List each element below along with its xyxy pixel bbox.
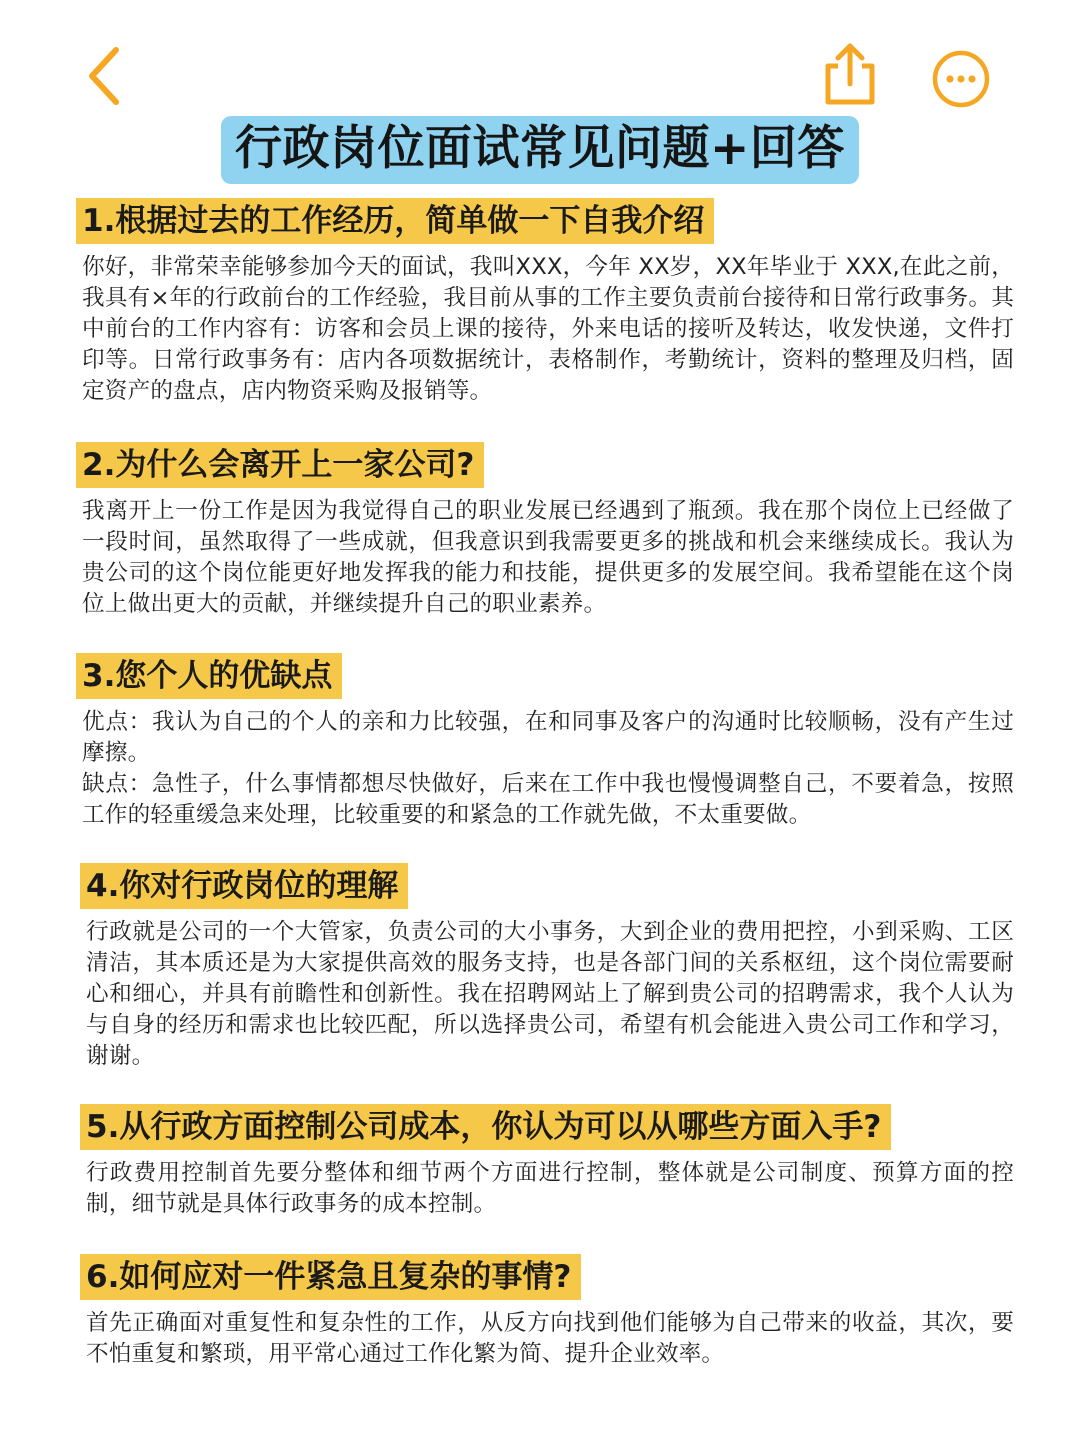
question-heading-1: 1.根据过去的工作经历，简单做一下自我介绍	[76, 198, 714, 244]
more-options-button[interactable]	[928, 46, 994, 112]
share-button[interactable]	[818, 38, 882, 110]
answer-text-5	[86, 1158, 1014, 1220]
answer-text-1	[82, 252, 1014, 407]
qa-section-5	[0, 1104, 1080, 1220]
answer-paragraph: 行政费用控制首先要分整体和细节两个方面进行控制，整体就是公司制度、预算方面的控制，细节就是具体行政事务的成本控制。	[86, 1160, 1014, 1217]
chevron-left-icon	[78, 40, 134, 112]
page-title: 行政岗位面试常见问题+回答	[221, 116, 859, 184]
answer-paragraph: 优点：我认为自己的个人的亲和力比较强，在和同事及客户的沟通时比较顺畅，没有产生过摩擦。	[82, 709, 1014, 766]
qa-section-2	[0, 442, 1080, 620]
answer-paragraph: 你好，非常荣幸能够参加今天的面试，我叫XXX，今年 XX岁，XX年毕业于 XXX,在此之前，我具有×年的行政前台的工作经验，我目前从事的工作主要负责前台接待和日常行政事务。其中前台的工作内容有：访客和会员上课的接待，外来电话的接听及转达，收发快递，文件打印等。日常行政事务有：店内各项数据统计，表格制作，考勤统计，资料的整理及归档，固定资产的盘点，店内物资采购及报销等。	[82, 254, 1014, 404]
share-icon	[818, 38, 882, 110]
qa-section-3	[0, 653, 1080, 831]
answer-paragraph: 首先正确面对重复性和复杂性的工作，从反方向找到他们能够为自己带来的收益，其次，要不怕重复和繁琐，用平常心通过工作化繁为简、提升企业效率。	[86, 1310, 1014, 1367]
question-heading-4: 4.你对行政岗位的理解	[80, 863, 408, 909]
answer-text-4	[86, 917, 1014, 1072]
answer-paragraph: 行政就是公司的一个大管家，负责公司的大小事务，大到企业的费用把控，小到采购、工区清洁，其本质还是为大家提供高效的服务支持，也是各部门间的关系枢纽，这个岗位需要耐心和细心，并具有前瞻性和创新性。我在招聘网站上了解到贵公司的招聘需求，我个人认为与自身的经历和需求也比较匹配，所以选择贵公司，希望有机会能进入贵公司工作和学习，谢谢。	[86, 919, 1014, 1069]
more-icon	[928, 46, 994, 112]
question-heading-5: 5.从行政方面控制公司成本，你认为可以从哪些方面入手?	[80, 1104, 891, 1150]
answer-paragraph: 我离开上一份工作是因为我觉得自己的职业发展已经遇到了瓶颈。我在那个岗位上已经做了一段时间，虽然取得了一些成就，但我意识到我需要更多的挑战和机会来继续成长。我认为贵公司的这个岗位能更好地发挥我的能力和技能，提供更多的发展空间。我希望能在这个岗位上做出更大的贡献，并继续提升自己的职业素养。	[82, 498, 1014, 617]
question-heading-3: 3.您个人的优缺点	[76, 653, 342, 699]
answer-text-6	[86, 1308, 1014, 1370]
answer-text-2	[82, 496, 1014, 620]
answer-text-3	[82, 707, 1014, 831]
top-nav-bar	[0, 0, 1080, 130]
question-heading-6: 6.如何应对一件紧急且复杂的事情?	[80, 1254, 581, 1300]
qa-section-1	[0, 198, 1080, 407]
qa-section-4	[0, 863, 1080, 1072]
qa-section-6	[0, 1254, 1080, 1370]
back-button[interactable]	[78, 40, 134, 112]
answer-paragraph: 缺点：急性子，什么事情都想尽快做好，后来在工作中我也慢慢调整自己，不要着急，按照工作的轻重缓急来处理，比较重要的和紧急的工作就先做，不太重要做。	[82, 771, 1014, 828]
title-wrapper	[0, 116, 1080, 184]
question-heading-2: 2.为什么会离开上一家公司?	[76, 442, 484, 488]
